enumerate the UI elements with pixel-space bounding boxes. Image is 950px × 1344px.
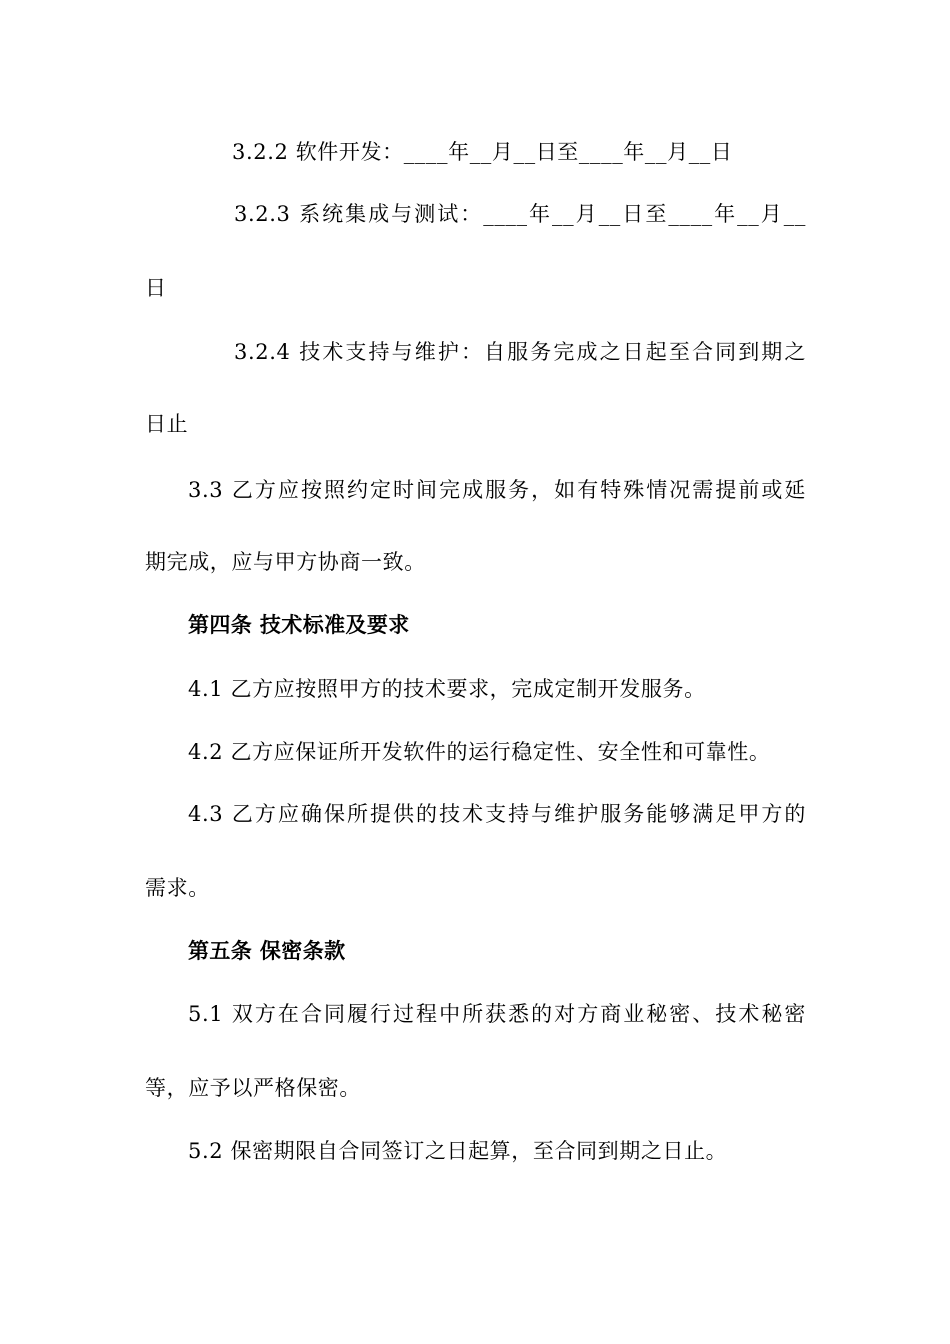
article-5-heading: 第五条 保密条款 (188, 939, 346, 963)
clause-4-2: 4.2 乙方应保证所开发软件的运行稳定性、安全性和可靠性。 (188, 740, 771, 764)
clause-4-3-continued: 需求。 (145, 876, 210, 900)
clause-3-2-2: 3.2.2 软件开发：____年__月__日至____年__月__日 (232, 140, 733, 164)
clause-3-2-3: 3.2.3 系统集成与测试：____年__月__日至____年__月__ (234, 202, 806, 226)
clause-3-2-3-continued: 日 (145, 276, 167, 300)
clause-5-1-continued: 等，应予以严格保密。 (145, 1076, 361, 1100)
article-4-heading: 第四条 技术标准及要求 (188, 613, 410, 637)
clause-3-3-continued: 期完成，应与甲方协商一致。 (145, 550, 426, 574)
clause-5-1: 5.1 双方在合同履行过程中所获悉的对方商业秘密、技术秘密 (188, 1002, 806, 1026)
clause-5-2: 5.2 保密期限自合同签订之日起算，至合同到期之日止。 (188, 1139, 728, 1163)
clause-4-3: 4.3 乙方应确保所提供的技术支持与维护服务能够满足甲方的 (188, 802, 806, 826)
clause-4-1: 4.1 乙方应按照甲方的技术要求，完成定制开发服务。 (188, 677, 706, 701)
clause-3-3: 3.3 乙方应按照约定时间完成服务，如有特殊情况需提前或延 (188, 478, 806, 502)
clause-3-2-4-continued: 日止 (145, 412, 189, 436)
clause-3-2-4: 3.2.4 技术支持与维护：自服务完成之日起至合同到期之 (234, 340, 806, 364)
